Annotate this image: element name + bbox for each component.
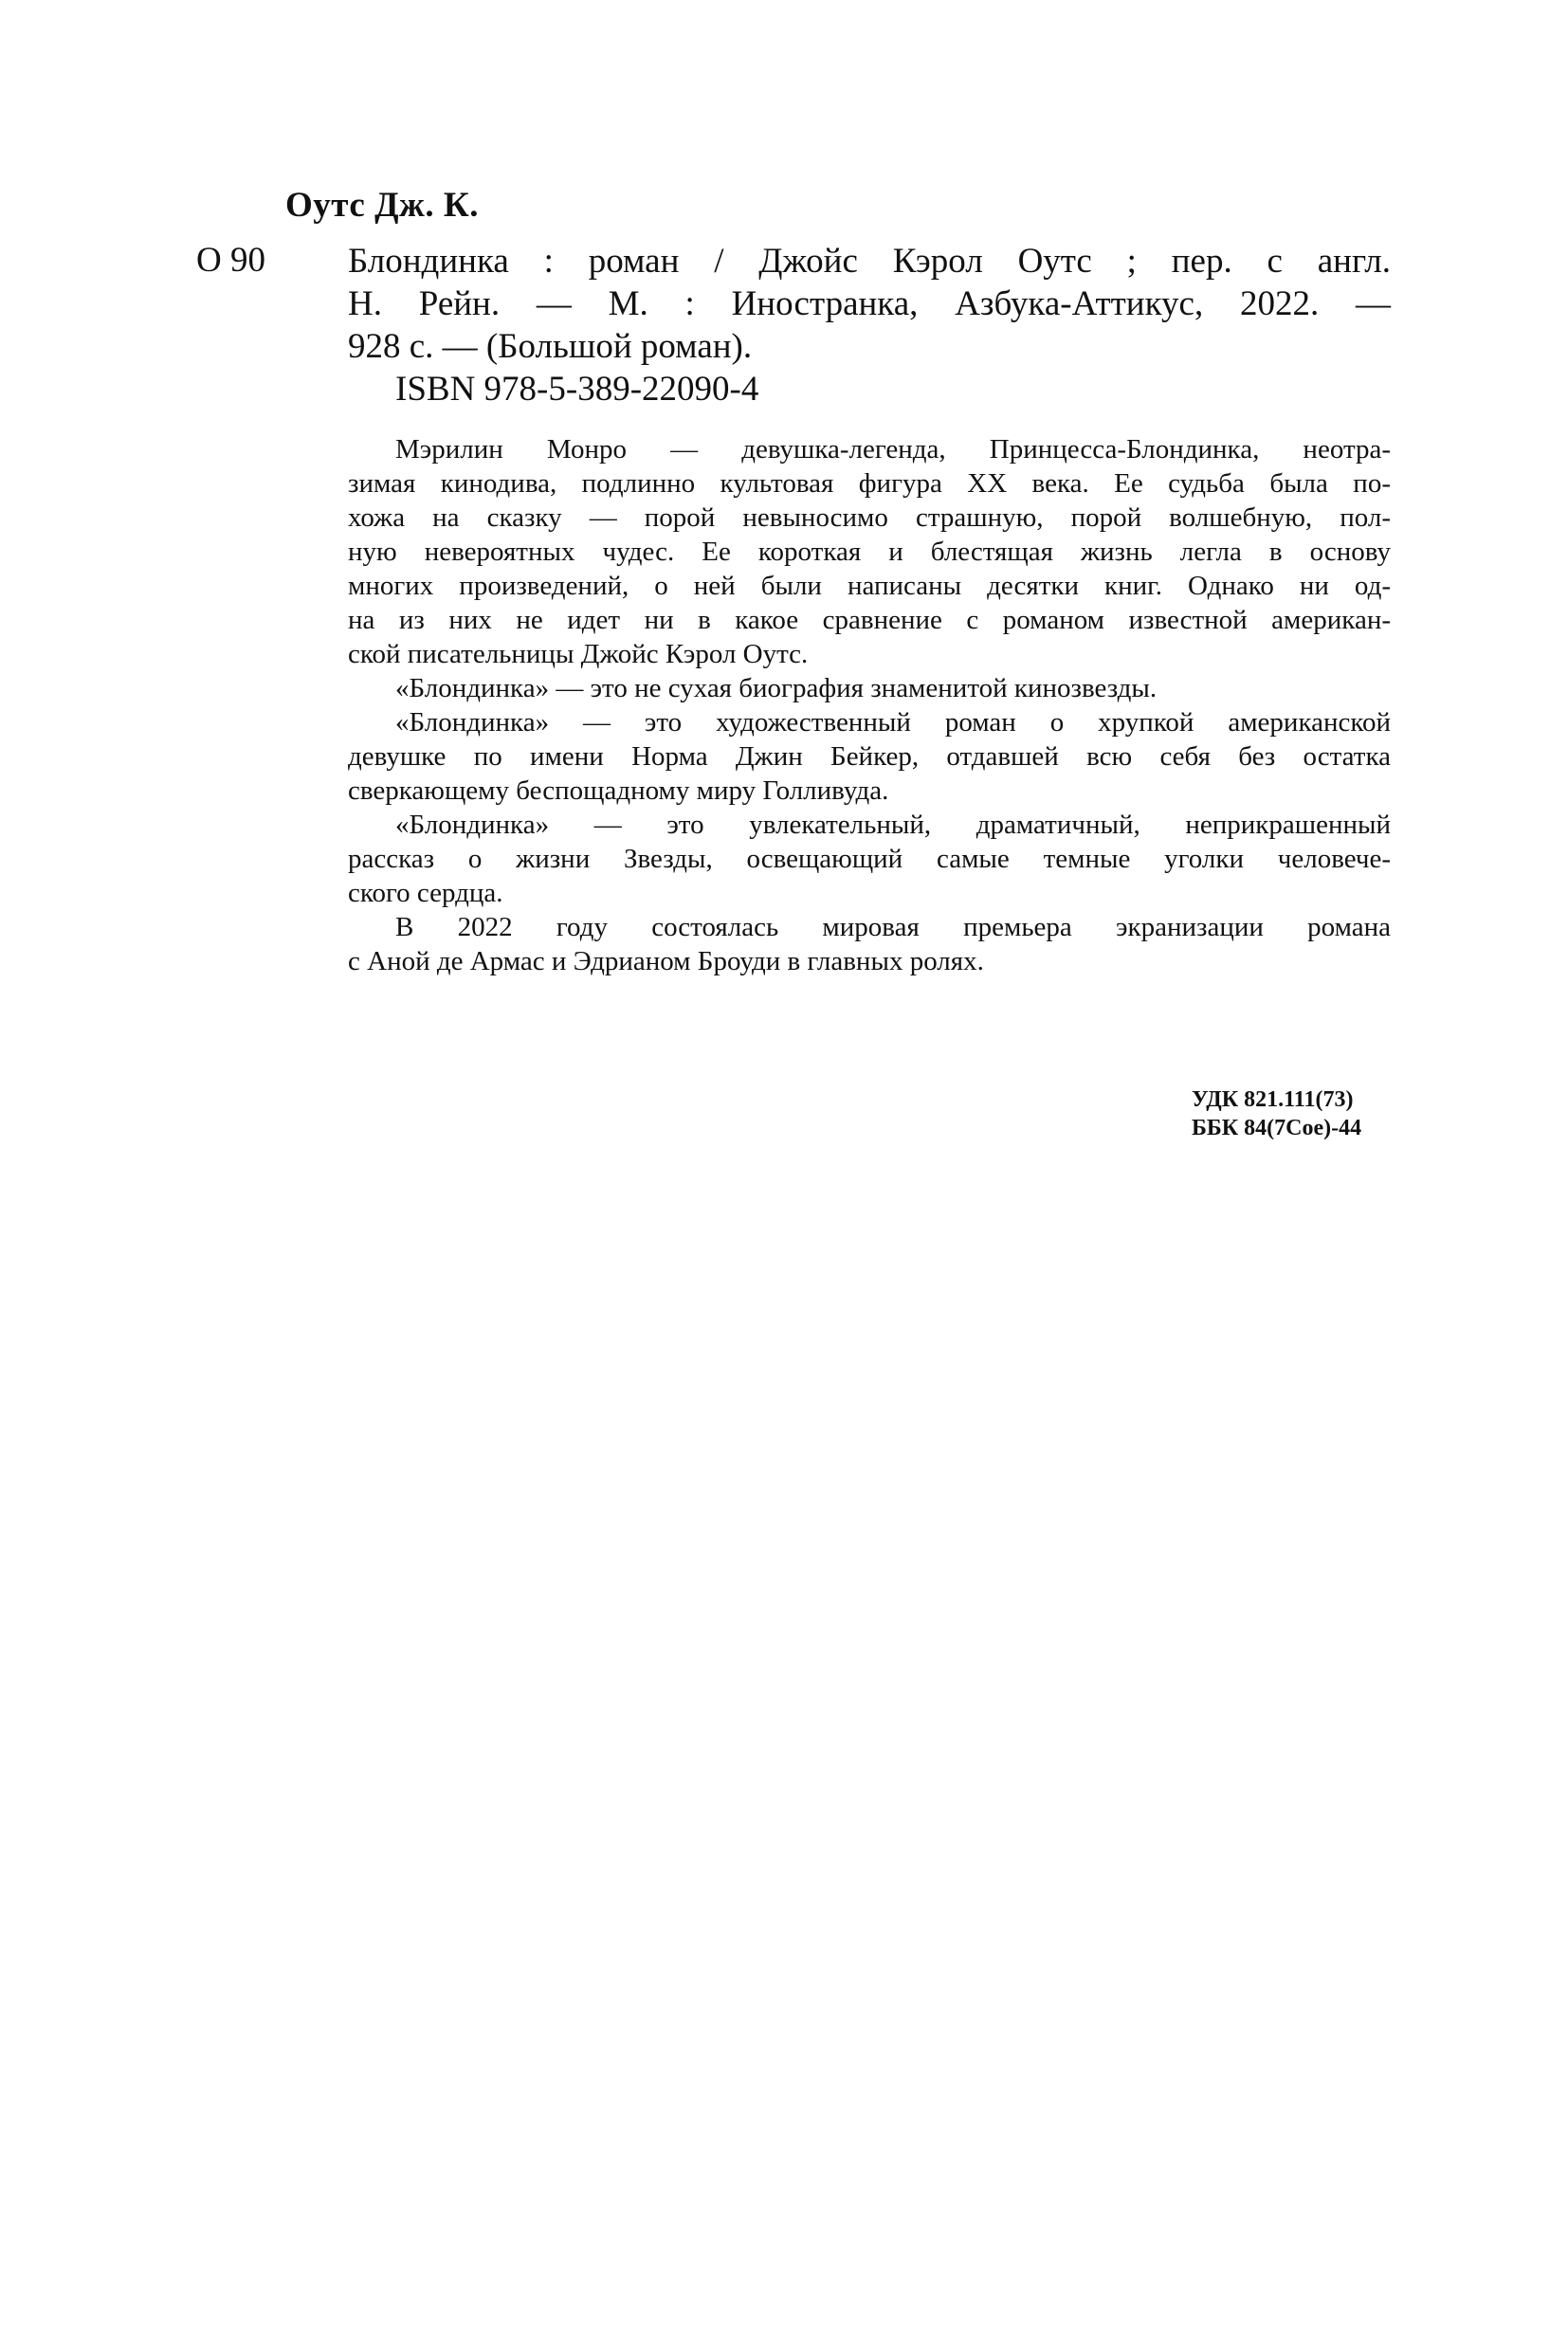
- annotation-line: на из них не идет ни в какое сравнение с романом известной американ-: [348, 605, 1391, 635]
- annotation: [348, 432, 1391, 978]
- annotation-line: ского сердца.: [348, 878, 503, 908]
- bibliographic-line: Н. Рейн. — М. : Иностранка, Азбука-Аттикус, 2022. —: [348, 284, 1391, 323]
- annotation-line: «Блондинка» — это увлекательный, драматичный, неприкрашенный: [395, 810, 1391, 840]
- annotation-line: ную невероятных чудес. Ее короткая и блестящая жизнь легла в основу: [348, 537, 1391, 567]
- annotation-line: ской писательницы Джойс Кэрол Оутс.: [348, 639, 809, 669]
- bibliographic-line: 928 с. — (Большой роман).: [348, 327, 753, 366]
- author-code: О 90: [196, 241, 265, 280]
- bbk-code: ББК 84(7Сое)-44: [1192, 1116, 1362, 1140]
- annotation-line: с Аной де Армас и Эдрианом Броуди в главных ролях.: [348, 946, 984, 976]
- bibliographic-record: [348, 240, 1391, 410]
- annotation-line: В 2022 году состоялась мировая премьера экранизации романа: [395, 912, 1391, 942]
- annotation-line: Мэрилин Монро — девушка-легенда, Принцесса-Блондинка, неотра-: [395, 434, 1391, 465]
- annotation-line: сверкающему беспощадному миру Голливуда.: [348, 775, 889, 806]
- udk-code: УДК 821.111(73): [1192, 1087, 1354, 1112]
- classification-codes: [1192, 1085, 1391, 1142]
- annotation-line: «Блондинка» — это художественный роман о хрупкой американской: [395, 707, 1391, 738]
- annotation-line: рассказ о жизни Звезды, освещающий самые темные уголки человече-: [348, 844, 1391, 874]
- annotation-line: «Блондинка» — это не сухая биография знаменитой кинозвезды.: [395, 673, 1158, 703]
- isbn: ISBN 978-5-389-22090-4: [395, 370, 759, 409]
- bibliographic-line: Блондинка : роман / Джойс Кэрол Оутс ; пер. с англ.: [348, 242, 1391, 281]
- annotation-line: зимая кинодива, подлинно культовая фигура XX века. Ее судьба была по-: [348, 468, 1391, 499]
- author-heading: Оутс Дж. К.: [285, 186, 479, 225]
- annotation-line: многих произведений, о ней были написаны десятки книг. Однако ни од-: [348, 571, 1391, 601]
- annotation-line: хожа на сказку — порой невыносимо страшную, порой волшебную, пол-: [348, 502, 1391, 533]
- annotation-line: девушке по имени Норма Джин Бейкер, отдавшей всю себя без остатка: [348, 741, 1391, 772]
